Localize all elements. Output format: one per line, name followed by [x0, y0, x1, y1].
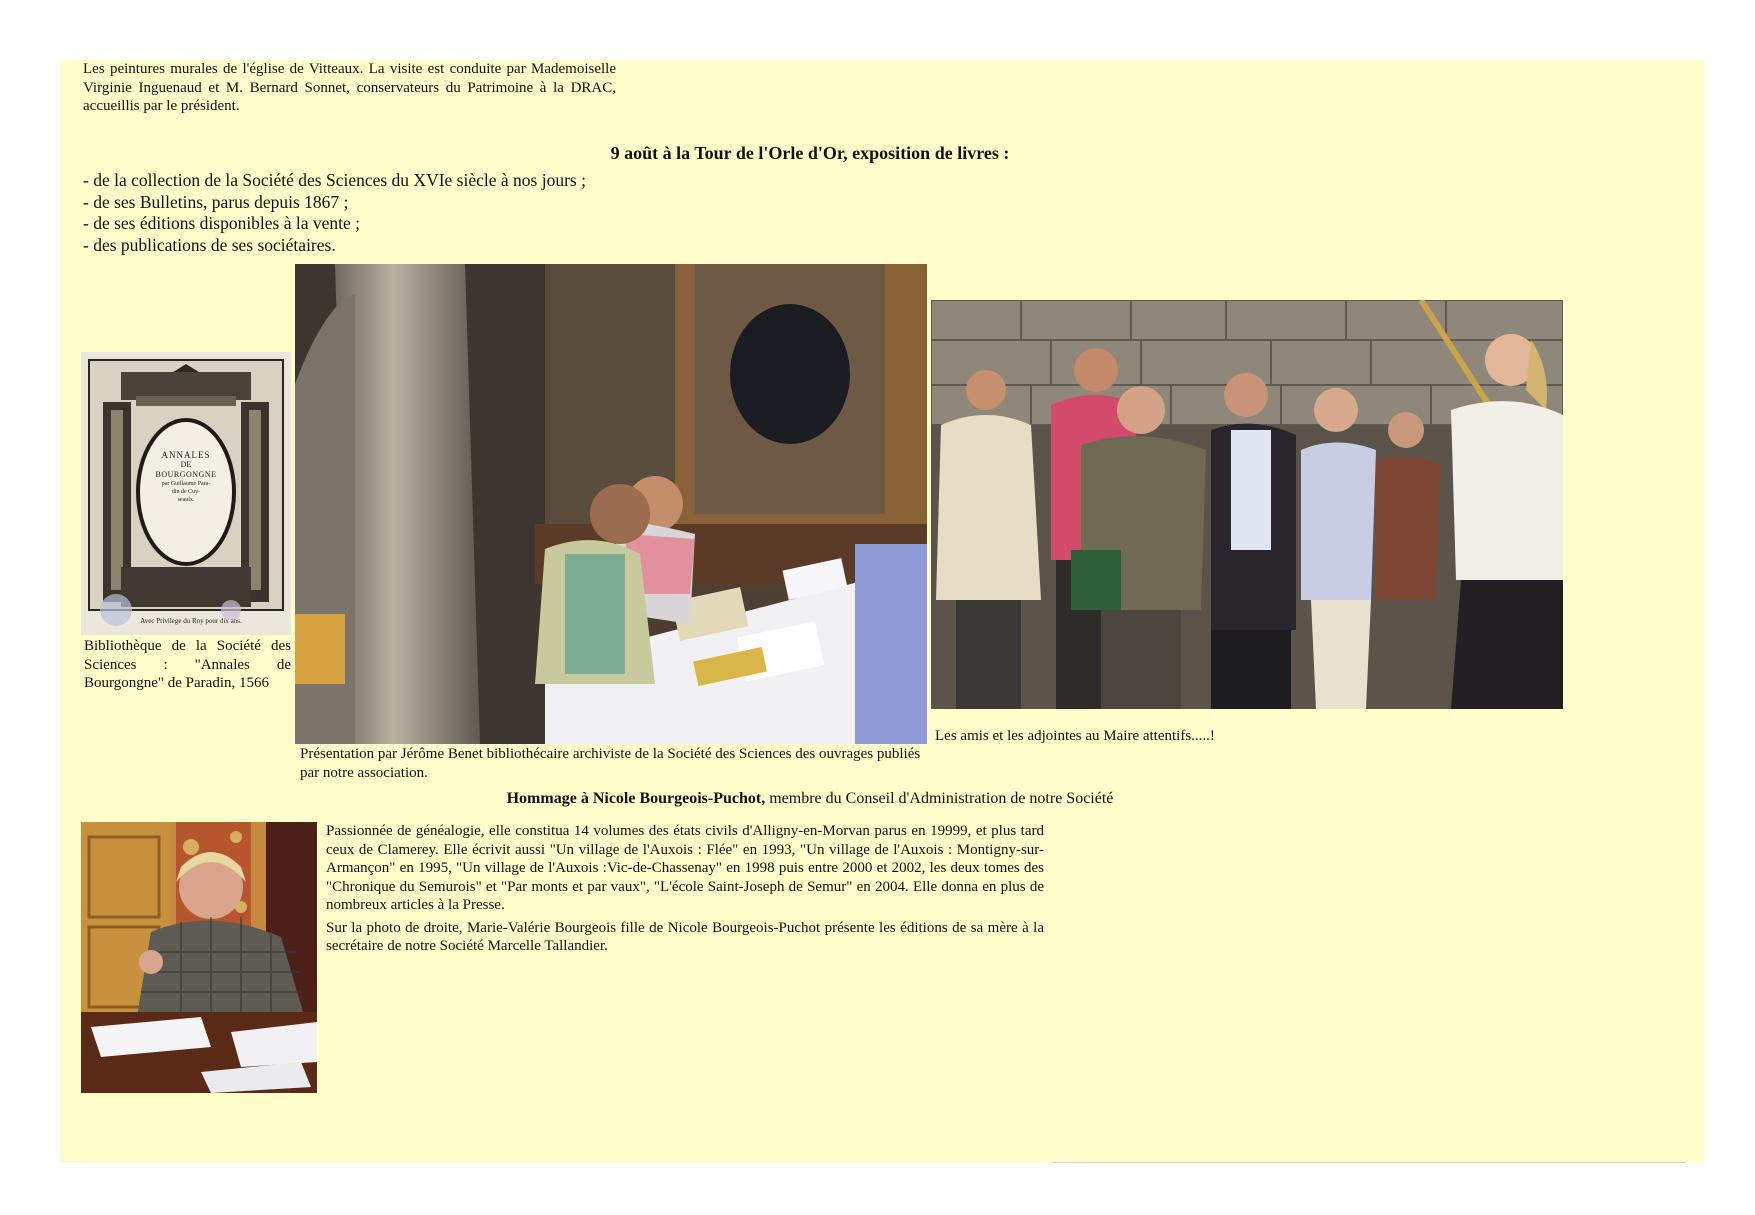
portrait-photo	[81, 822, 317, 1093]
book-plate-line: BOURGONGNE	[155, 470, 217, 479]
group-caption: Les amis et les adjointes au Maire attentifs.....!	[935, 728, 1215, 744]
book-caption: Bibliothèque de la Société des Sciences : "Annales de Bourgongne" de Paradin, 1566	[84, 638, 291, 691]
book-plate-line: ANNALES	[161, 450, 211, 460]
list-item: - de ses Bulletins, parus depuis 1867 ;	[83, 191, 349, 212]
group-photo	[931, 300, 1563, 709]
presentation-caption: Présentation par Jérôme Benet bibliothécaire archiviste de la Société des Sciences des ouvrages publiés par notre association.	[300, 746, 921, 781]
presentation-scene-illustration	[295, 264, 927, 744]
book-plate-footer: Avec Privilege du Roy pour dix ans.	[140, 617, 242, 625]
book-plate-line: par Guillaume Para-	[161, 481, 211, 487]
biography-paragraph: Passionnée de généalogie, elle constitua 14 volumes des états civils d'Alligny-en-Morvan parus en 19999, et plus tard ceux de Clamerey. Elle écrivit aussi "Un village de l'Auxois : Flée" en 1993, "Un village de l'Auxois : Montigny-sur-Armançon" en 1995, "Un village de l'Auxois :Vic-de-Chassenay" en 1998 puis entre 2000 et 2002, les deux tomes des "Chronique du Semurois" et "Par monts et par vaux", "L'école Saint-Joseph de Semur" en 2004. Elle donna en plus de nombreux articles à la Presse.	[326, 823, 1044, 913]
biography-paragraph: Sur la photo de droite, Marie-Valérie Bourgeois fille de Nicole Bourgeois-Puchot présente les éditions de sa mère à la secrétaire de notre Société Marcelle Tallandier.	[326, 919, 1044, 954]
tribute-biography	[326, 822, 1044, 960]
tribute-heading	[300, 790, 1320, 808]
book-title-page-photo	[81, 352, 291, 635]
group-scene-illustration	[931, 300, 1563, 709]
list-item: - de ses éditions disponibles à la vente ;	[83, 213, 361, 233]
list-item: - des publications de ses sociétaires.	[83, 234, 336, 255]
list-item: - de la collection de la Société des Sciences du XVIe siècle à nos jours ;	[83, 170, 586, 190]
tribute-role: membre du Conseil d'Administration de notre Société	[765, 790, 1114, 807]
tribute-name: Hommage à Nicole Bourgeois-Puchot,	[506, 790, 766, 807]
presentation-photo	[295, 264, 927, 744]
intro-paragraph: Les peintures murales de l'église de Vitteaux. La visite est conduite par Mademoiselle Virginie Inguenaud et M. Bernard Sonnet, conservateurs du Patrimoine à la DRAC, accueillis par le président.	[83, 61, 616, 114]
book-plate-line: seaulx.	[177, 497, 195, 503]
book-plate-line: DE	[180, 460, 192, 469]
book-plate-text	[138, 450, 234, 504]
portrait-scene-illustration	[81, 822, 317, 1093]
exhibition-heading: 9 août à la Tour de l'Orle d'Or, exposition de livres :	[610, 143, 1010, 163]
footer-rule	[1053, 1162, 1686, 1163]
book-plate-line: din de Cuy-	[171, 489, 201, 495]
exhibition-list	[83, 170, 783, 256]
